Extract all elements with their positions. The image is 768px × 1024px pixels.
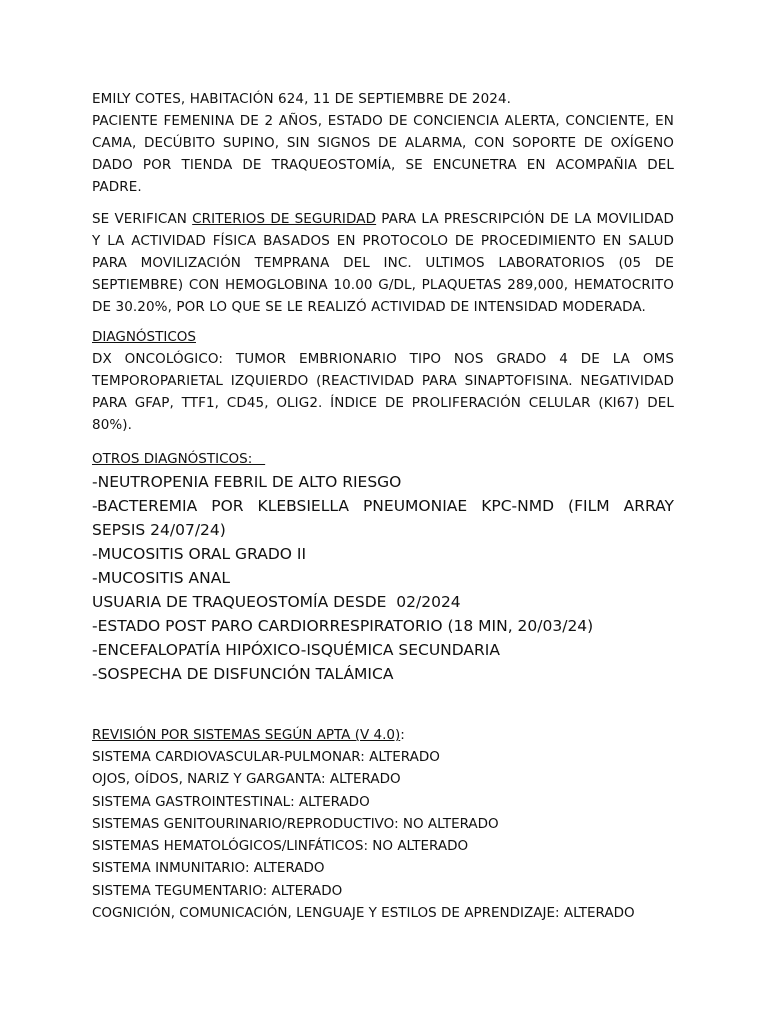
- intro-paragraph: PACIENTE FEMENINA DE 2 AÑOS, ESTADO DE CONCIENCIA ALERTA, CONCIENTE, EN CAMA, DECÚBITO SUPINO, SIN SIGNOS DE ALARMA, CON SOPORTE DE OXÍGENO DADO POR TIENDA DE TRAQUEOSTOMÍA, SE ENCUNETRA EN ACOMPAÑIA DEL PADRE.: [92, 113, 674, 195]
- list-item: -ESTADO POST PARO CARDIORRESPIRATORIO (18 MIN, 20/03/24): [92, 617, 594, 635]
- revision-list: [92, 746, 674, 924]
- list-item: SISTEMAS HEMATOLÓGICOS/LINFÁTICOS: NO ALTERADO: [92, 838, 469, 855]
- diagnosticos-paragraph: DX ONCOLÓGICO: TUMOR EMBRIONARIO TIPO NOS GRADO 4 DE LA OMS TEMPOROPARIETAL IZQUIERDO (REACTIVIDAD PARA SINAPTOFISINA. NEGATIVIDAD PARA GFAP, TTF1, CD45, OLIG2. ÍNDICE DE PROLIFERACIÓN CELULAR (KI67) DEL 80%).: [92, 351, 674, 433]
- list-item: -MUCOSITIS ANAL: [92, 569, 230, 587]
- list-item: COGNICIÓN, COMUNICACIÓN, LENGUAJE Y ESTILOS DE APRENDIZAJE: ALTERADO: [92, 905, 635, 922]
- list-item: -NEUTROPENIA FEBRIL DE ALTO RIESGO: [92, 473, 402, 491]
- list-item: -BACTEREMIA POR KLEBSIELLA PNEUMONIAE KPC-NMD (FILM ARRAY SEPSIS 24/07/24): [92, 497, 674, 539]
- header-line: EMILY COTES, HABITACIÓN 624, 11 DE SEPTIEMBRE DE 2024.: [92, 91, 512, 107]
- safety-criteria-underlined: CRITERIOS DE SEGURIDAD: [192, 211, 377, 227]
- otros-list: [92, 470, 674, 686]
- revision-heading-text: REVISIÓN POR SISTEMAS SEGÚN APTA (V 4.0): [92, 727, 401, 743]
- revision-heading-suffix: :: [400, 727, 405, 743]
- safety-text-after: PARA LA PRESCRIPCIÓN DE LA MOVILIDAD Y LA ACTIVIDAD FÍSICA BASADOS EN PROTOCOLO DE PROCEDIMIENTO EN SALUD PARA MOVILIZACIÓN TEMPRANA DEL INC. ULTIMOS LABORATORIOS (05 DE SEPTIEMBRE) CON HEMOGLOBINA 10.00 G/DL, PLAQUETAS 289,000, HEMATOCRITO DE 30.20%, POR LO QUE SE LE REALIZÓ ACTIVIDAD DE INTENSIDAD MODERADA.: [92, 211, 675, 315]
- list-item: SISTEMA GASTROINTESTINAL: ALTERADO: [92, 793, 370, 810]
- document-page: [92, 88, 674, 924]
- safety-text-before: SE VERIFICAN: [92, 211, 193, 227]
- list-item: SISTEMA INMUNITARIO: ALTERADO: [92, 860, 325, 877]
- list-item: SISTEMA CARDIOVASCULAR-PULMONAR: ALTERADO: [92, 749, 440, 765]
- list-item: USUARIA DE TRAQUEOSTOMÍA DESDE 02/2024: [92, 593, 461, 611]
- list-item: -ENCEFALOPATÍA HIPÓXICO-ISQUÉMICA SECUNDARIA: [92, 641, 500, 659]
- diagnosticos-heading: [92, 326, 674, 348]
- safety-paragraph: [92, 208, 674, 318]
- list-item: -SOSPECHA DE DISFUNCIÓN TALÁMICA: [92, 665, 394, 683]
- list-item: SISTEMAS GENITOURINARIO/REPRODUCTIVO: NO ALTERADO: [92, 815, 499, 832]
- list-item: SISTEMA TEGUMENTARIO: ALTERADO: [92, 882, 343, 899]
- otros-heading-text: OTROS DIAGNÓSTICOS:: [92, 451, 266, 467]
- diagnosticos-heading-text: DIAGNÓSTICOS: [92, 329, 196, 345]
- list-item: OJOS, OÍDOS, NARIZ Y GARGANTA: ALTERADO: [92, 771, 401, 788]
- list-item: -MUCOSITIS ORAL GRADO II: [92, 545, 307, 563]
- revision-heading: [92, 724, 674, 746]
- otros-heading: [92, 448, 674, 470]
